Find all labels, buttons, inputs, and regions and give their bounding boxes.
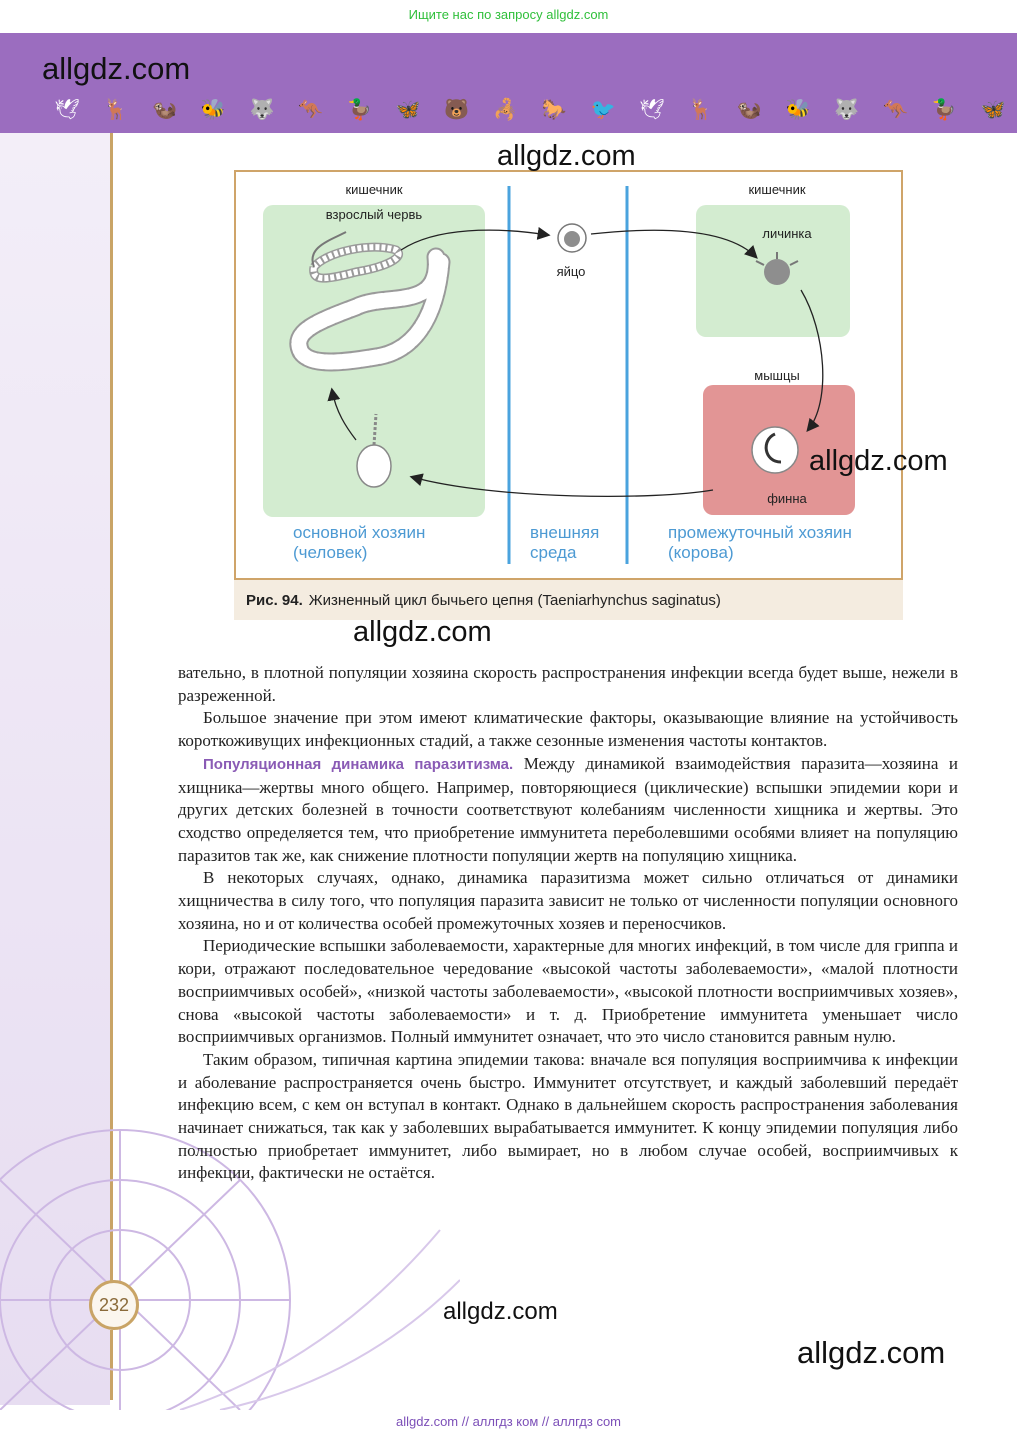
paragraph: вательно, в плотной популяции хозяина скорость распространения инфекции всегда будет выше, нежели в разреженной. — [178, 663, 958, 705]
label-larva: личинка — [762, 226, 812, 241]
figure-caption-text: Жизненный цикл бычьего цепня (Taeniarhynchus saginatus) — [308, 591, 721, 609]
scorpion-icon: 🦂 — [493, 99, 519, 121]
meerkat-icon: 🦦 — [152, 99, 177, 121]
paragraph — [178, 753, 958, 868]
butterfly-icon: 🦋 — [395, 99, 421, 121]
bear-icon: 🐻 — [444, 99, 470, 121]
label-intermediate-host: промежуточный хозяин — [668, 523, 852, 542]
bee-icon: 🐝 — [785, 99, 811, 121]
paragraph: Большое значение при этом имеют климатические факторы, оказывающие влияние на устойчивость короткоживущих инфекционных стадий, а также сезонные изменения частоты контактов. — [178, 708, 958, 751]
duck-icon: 🦆 — [346, 99, 372, 121]
watermark: allgdz.com — [797, 1335, 946, 1370]
swallow-icon: 🐦 — [590, 99, 616, 121]
page-number: 232 — [89, 1280, 139, 1330]
watermark: allgdz.com — [497, 140, 636, 172]
label-adult-worm: взрослый червь — [325, 207, 423, 222]
label-main-host: основной хозяин — [293, 523, 426, 542]
meerkat-icon: 🦦 — [736, 99, 762, 121]
deer-icon: 🦌 — [103, 99, 129, 121]
egg-icon — [558, 224, 586, 252]
figure-life-cycle — [234, 170, 903, 580]
label-cyst: финна — [767, 491, 807, 506]
paragraph: Периодические вспышки заболеваемости, характерные для многих инфекций, в том числе для гриппа и кори, отражают последовательное чередование «высокой частоты заболеваемости», «малой плотности восприимчивых особей», «низкой частоты заболеваемости», «высокой плотности восприимчивых хозяев», снова «высокой частоты заболеваемости» и т. д. Приобретение иммунитета уменьшает число восприимчивых организмов. Полный иммунитет означает, что это число становится равным нулю. — [178, 936, 958, 1047]
figure-number: Рис. 94. — [246, 591, 303, 609]
section-term: Популяционная динамика паразитизма. — [203, 755, 514, 773]
watermark: allgdz.com — [353, 616, 492, 648]
bird-icon: 🕊 — [54, 99, 80, 121]
deer-icon: 🦌 — [688, 99, 713, 121]
cyst-icon — [752, 427, 798, 473]
duck-icon: 🦆 — [931, 99, 957, 121]
wolf-icon: 🐺 — [834, 99, 860, 121]
label-environment: внешняя — [530, 523, 600, 542]
watermark: allgdz.com — [809, 445, 948, 477]
label-intestine-left: кишечник — [345, 182, 403, 197]
paragraph-text: Между динамикой взаимодействия паразита—хозяина и хищника—жертвы много общего. Например, повторяющиеся (циклические) вспышки эпидемии кори и других детских болезней в точности соответствуют колебаниям численности хищника и жертвы. Это сходство определяется тем, что приобретение иммунитета переболевшими особями влияет на популяцию паразитов так же, как снижение плотности популяции жертв на популяцию хищника. — [178, 753, 958, 865]
kangaroo-icon: 🦘 — [298, 99, 324, 121]
footer-links[interactable]: allgdz.com // аллгдз ком // аллгдз com — [395, 1414, 622, 1429]
paragraph: Таким образом, типичная картина эпидемии такова: вначале вся популяция восприимчива к инфекции и аболевание распространяется очень быстро. Иммунитет отсутствует, и каждый заболевший передаёт инфекцию всем, с кем он вступал в контакт. Однако в дальнейшем скорость распространения заболевания начинает снижаться, так как у заболевших вырабатывается иммунитет. К концу эпидемии популяция либо полностью приобретает иммунитет, либо вымирает, но в любом случае особей, восприимчивых к инфекции, фактически не остаётся. — [178, 1049, 958, 1183]
wolf-icon: 🐺 — [249, 99, 275, 121]
top-notice: Ищите нас по запросу allgdz.com — [408, 7, 609, 22]
site-logo[interactable]: allgdz.com — [42, 51, 191, 86]
header-banner — [0, 33, 1017, 133]
body-text — [178, 662, 958, 1185]
horse-icon: 🐎 — [541, 99, 567, 121]
label-muscles: мышцы — [754, 368, 800, 383]
life-cycle-diagram — [236, 172, 901, 578]
label-intermediate-host-cow: (корова) — [668, 543, 734, 562]
label-environment-2: среда — [530, 543, 577, 562]
kangaroo-icon: 🦘 — [883, 99, 908, 121]
bee-icon: 🐝 — [200, 99, 226, 121]
label-main-host-human: (человек) — [293, 543, 368, 562]
paragraph: В некоторых случаях, однако, динамика паразитизма может сильно отличаться от динамики хищничества в силу того, что популяция паразита зависит не только от численности популяции основного хозяина, но и от количества особей промежуточных хозяев и переносчиков. — [178, 868, 958, 933]
figure-caption — [234, 580, 903, 620]
bird-icon: 🕊 — [639, 99, 665, 121]
watermark: allgdz.com — [443, 1298, 558, 1325]
butterfly-icon: 🦋 — [980, 99, 1006, 121]
animal-strip — [50, 95, 1010, 125]
label-intestine-right: кишечник — [748, 182, 806, 197]
label-egg: яйцо — [556, 264, 586, 279]
